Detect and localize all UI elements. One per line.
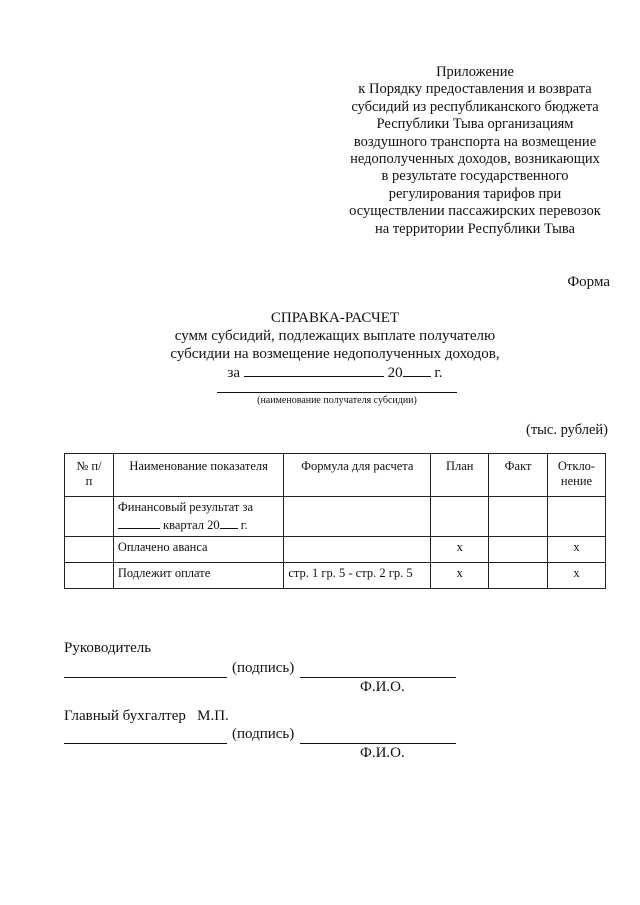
cell-formula[interactable] bbox=[284, 497, 431, 537]
table-row bbox=[65, 563, 606, 589]
head-signature-line[interactable] bbox=[64, 677, 227, 678]
appendix-line: недополученных доходов, возникающих bbox=[350, 151, 600, 168]
cell-name: Подлежит оплате bbox=[113, 563, 283, 589]
year-blank-field[interactable] bbox=[403, 363, 431, 377]
form-label: Форма bbox=[567, 274, 610, 290]
recipient-caption: (наименование получателя субсидии) bbox=[257, 395, 417, 406]
head-signature-label: (подпись) bbox=[232, 660, 295, 676]
cell-plan: х bbox=[431, 563, 489, 589]
calculation-table bbox=[64, 453, 606, 589]
accountant-fio-label: Ф.И.О. bbox=[360, 745, 405, 761]
appendix-line: субсидий из республиканского бюджета bbox=[351, 98, 599, 115]
title-line: субсидии на возмещение недополученных доходов, bbox=[170, 346, 500, 362]
quarter-year-blank-field[interactable] bbox=[220, 515, 238, 529]
title-line: сумм субсидий, подлежащих выплате получателю bbox=[174, 328, 496, 344]
period-za: за bbox=[227, 365, 241, 381]
appendix-line: воздушного транспорта на возмещение bbox=[353, 133, 597, 150]
period-blank-field[interactable] bbox=[244, 363, 384, 377]
header-name: Наименование показателя bbox=[113, 454, 283, 497]
cell-formula: стр. 1 гр. 5 - стр. 2 гр. 5 bbox=[284, 563, 431, 589]
period-year-suffix: г. bbox=[434, 365, 443, 381]
head-fio-label: Ф.И.О. bbox=[360, 679, 405, 695]
quarter-year-suffix: г. bbox=[240, 518, 248, 532]
accountant-signature-label: (подпись) bbox=[232, 726, 295, 742]
cell-name-line: Финансовый результат за bbox=[117, 500, 253, 514]
cell-deviation: х bbox=[547, 563, 605, 589]
document-title bbox=[140, 309, 530, 382]
table-row bbox=[65, 497, 606, 537]
cell-num[interactable] bbox=[65, 563, 114, 589]
accountant-fio-line[interactable] bbox=[300, 743, 456, 744]
appendix-line: в результате государственного bbox=[381, 168, 569, 185]
cell-name bbox=[113, 497, 283, 537]
period-year-prefix: 20 bbox=[387, 365, 403, 381]
quarter-text: квартал 20 bbox=[163, 518, 220, 532]
table-header-row bbox=[65, 454, 606, 497]
recipient-name-line[interactable] bbox=[217, 392, 457, 393]
title-heading: СПРАВКА-РАСЧЕТ bbox=[270, 310, 400, 326]
header-deviation: Откло-нение bbox=[547, 454, 605, 497]
cell-formula[interactable] bbox=[284, 537, 431, 563]
header-fact: Факт bbox=[489, 454, 548, 497]
cell-deviation: х bbox=[547, 537, 605, 563]
cell-fact[interactable] bbox=[489, 497, 548, 537]
appendix-line: осуществлении пассажирских перевозок bbox=[349, 203, 601, 220]
accountant-signature-line[interactable] bbox=[64, 743, 227, 744]
header-formula: Формула для расчета bbox=[284, 454, 431, 497]
appendix-block bbox=[330, 64, 620, 238]
cell-num[interactable] bbox=[65, 497, 114, 537]
appendix-line: Приложение bbox=[436, 64, 514, 80]
accountant-title: Главный бухгалтер М.П. bbox=[64, 708, 229, 724]
header-plan: План bbox=[431, 454, 489, 497]
cell-plan: х bbox=[431, 537, 489, 563]
appendix-line: к Порядку предоставления и возврата bbox=[358, 81, 592, 98]
appendix-line: на территории Республики Тыва bbox=[375, 220, 575, 237]
cell-name-line bbox=[118, 515, 279, 533]
appendix-line: регулирования тарифов при bbox=[388, 185, 562, 202]
cell-name: Оплачено аванса bbox=[113, 537, 283, 563]
cell-plan[interactable] bbox=[431, 497, 489, 537]
cell-num[interactable] bbox=[65, 537, 114, 563]
appendix-line: Республики Тыва организациям bbox=[376, 116, 574, 133]
cell-deviation[interactable] bbox=[547, 497, 605, 537]
table-row bbox=[65, 537, 606, 563]
period-line bbox=[140, 363, 530, 382]
head-fio-line[interactable] bbox=[300, 677, 456, 678]
header-num: № п/п bbox=[65, 454, 114, 497]
quarter-blank-field[interactable] bbox=[118, 515, 160, 529]
cell-fact[interactable] bbox=[489, 563, 548, 589]
units-label: (тыс. рублей) bbox=[526, 422, 608, 438]
head-title: Руководитель bbox=[64, 640, 152, 656]
cell-fact[interactable] bbox=[489, 537, 548, 563]
